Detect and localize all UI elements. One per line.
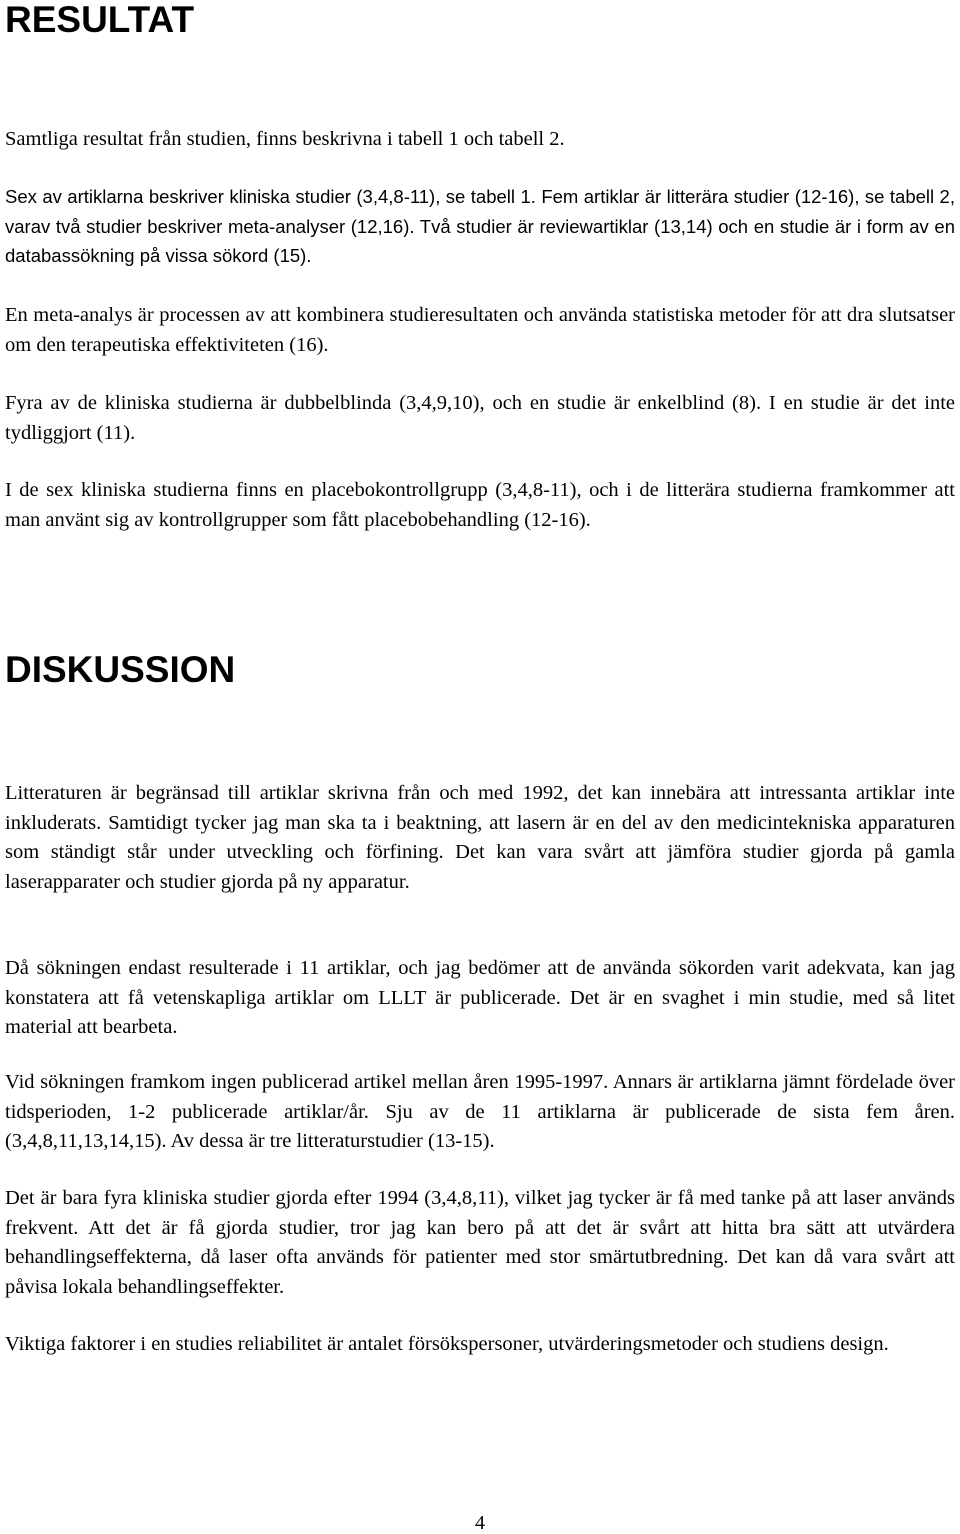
paragraph-diskussion-4: Det är bara fyra kliniska studier gjorda efter 1994 (3,4,8,11), vilket jag tycker är få med tanke på att laser används frekvent. Att det är få gjorda studier, tror jag kan bero på att det är svårt att hitta bra sätt att utvärdera behandlingseffekterna, då laser ofta används för patienter med stor smärtutbredning. Det kan då vara svårt att påvisa lokala behandlingseffekter. bbox=[5, 1187, 955, 1298]
section-heading-diskussion: DISKUSSION bbox=[5, 649, 236, 690]
paragraph-diskussion-3: Vid sökningen framkom ingen publicerad artikel mellan åren 1995-1997. Annars är artiklarna jämnt fördelade över tidsperioden, 1-2 publicerade artiklar/år. Sju av de 11 artiklarna är publicerade de sista fem åren. (3,4,8,11,13,14,15). Av dessa är tre litteraturstudier (13-15). bbox=[5, 1071, 955, 1152]
paragraph-diskussion-5: Viktiga faktorer i en studies reliabilitet är antalet försökspersoner, utvärderingsmetoder och studiens design. bbox=[5, 1333, 889, 1355]
paragraph-resultat-3: En meta-analys är processen av att kombinera studieresultaten och använda statistiska metoder för att dra slutsatser om den terapeutiska effektiviteten (16). bbox=[5, 304, 955, 356]
paragraph-resultat-5: I de sex kliniska studierna finns en placebokontrollgrupp (3,4,8-11), och i de litterära studierna framkommer att man använt sig av kontrollgrupper som fått placebobehandling (12-16). bbox=[5, 479, 955, 531]
paragraph-diskussion-1: Litteraturen är begränsad till artiklar skrivna från och med 1992, det kan innebära att intressanta artiklar inte inkluderats. Samtidigt tycker jag man ska ta i beaktning, att lasern är en del av den medicintekniska apparaturen som ständigt står under utveckling och förfining. Det kan vara svårt att jämföra studier gjorda på gamla laserapparater och studier gjorda på ny apparatur. bbox=[5, 782, 955, 893]
paragraph-resultat-1: Samtliga resultat från studien, finns beskrivna i tabell 1 och tabell 2. bbox=[5, 128, 565, 150]
section-heading-resultat: RESULTAT bbox=[5, 0, 195, 40]
paragraph-diskussion-2: Då sökningen endast resulterade i 11 artiklar, och jag bedömer att de använda sökorden varit adekvata, kan jag konstatera att få vetenskapliga artiklar om LLLT är publicerade. Det är en svaghet i min studie, med så litet material att bearbeta. bbox=[5, 957, 955, 1038]
page-number: 4 bbox=[475, 1512, 485, 1534]
paragraph-resultat-2: Sex av artiklarna beskriver kliniska studier (3,4,8-11), se tabell 1. Fem artiklar är litterära studier (12-16), se tabell 2, varav två studier beskriver meta-analyser (12,16). Två studier är reviewartiklar (13,14) och en studie är i form av en databassökning på vissa sökord (15). bbox=[5, 186, 955, 266]
paragraph-resultat-4: Fyra av de kliniska studierna är dubbelblinda (3,4,9,10), och en studie är enkelblind (8). I en studie är det inte tydliggjort (11). bbox=[5, 392, 955, 444]
